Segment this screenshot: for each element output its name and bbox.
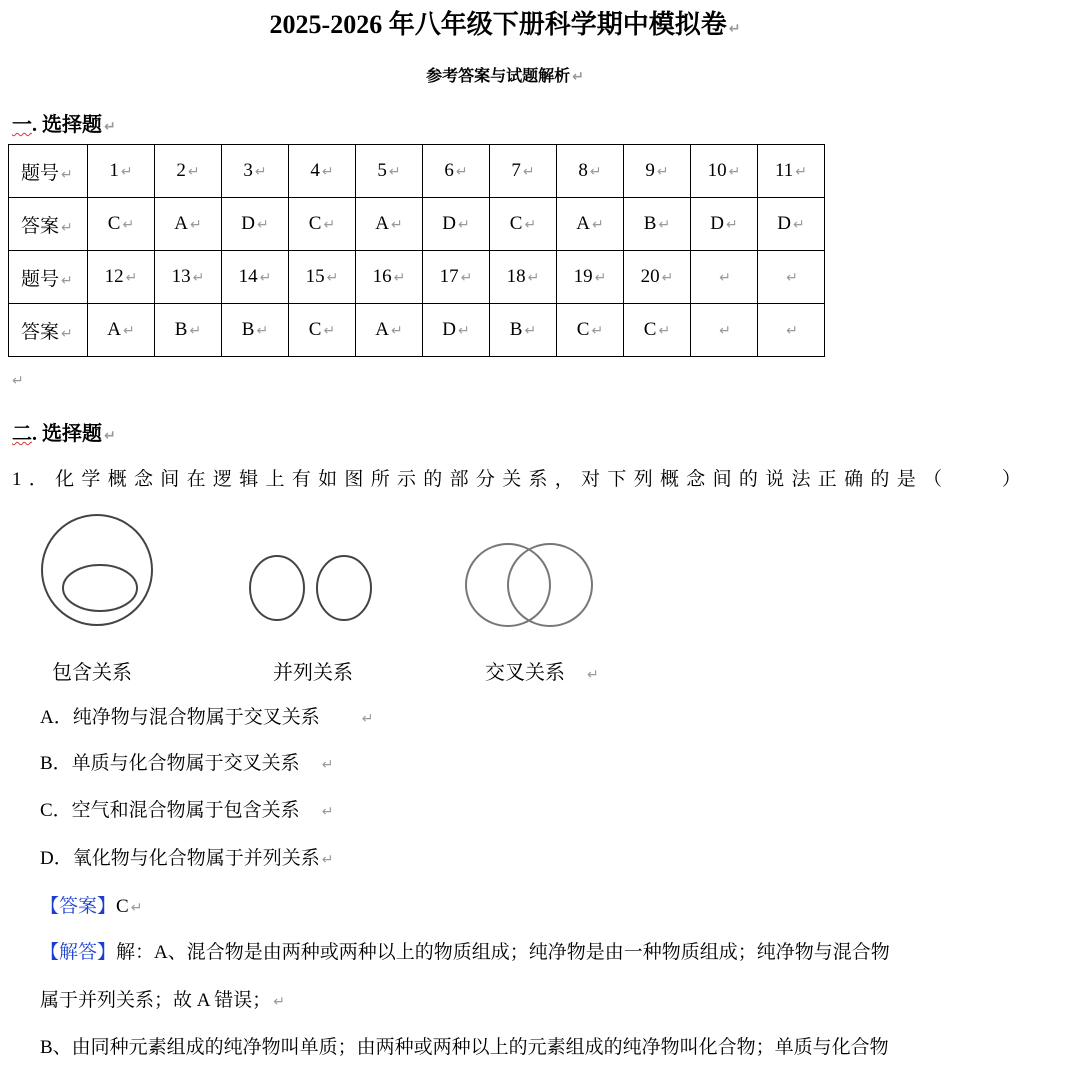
section-heading-2: 二. 选择题 ↵	[12, 423, 116, 445]
venn-figure	[30, 508, 650, 638]
row-header: 答案 ↵	[9, 198, 88, 251]
table-cell: 11 ↵	[758, 145, 825, 198]
table-cell: B ↵	[490, 304, 557, 357]
analysis-line-1: 【解答】解：A、混合物是由两种或两种以上的物质组成；纯净物是由一种物质组成；纯净物与混合物	[40, 942, 890, 963]
table-cell: 18 ↵	[490, 251, 557, 304]
answer-value: C	[116, 896, 129, 917]
table-row	[9, 251, 825, 304]
analysis-line-3: B、由同种元素组成的纯净物叫单质；由两种或两种以上的元素组成的纯净物叫化合物；单质与化合物	[40, 1037, 889, 1058]
table-cell: 17 ↵	[423, 251, 490, 304]
table-cell: B ↵	[222, 304, 289, 357]
table-cell: C ↵	[88, 198, 155, 251]
table-cell: 13 ↵	[155, 251, 222, 304]
answer-tag: 【答案】	[40, 896, 117, 917]
option-b: B．单质与化合物属于交叉关系 ↵	[40, 753, 334, 774]
table-cell: 1 ↵	[88, 145, 155, 198]
cross-diagram	[466, 544, 592, 626]
question-text: 化学概念间在逻辑上有如图所示的部分关系，对下列概念间的说法正确的是（ ）	[55, 469, 1029, 490]
table-cell: D ↵	[758, 198, 825, 251]
parallel-diagram	[250, 556, 371, 620]
question-number: 1．	[12, 469, 56, 490]
table-cell: 5 ↵	[356, 145, 423, 198]
table-cell: 2 ↵	[155, 145, 222, 198]
table-cell: C ↵	[557, 304, 624, 357]
table-cell: C ↵	[289, 198, 356, 251]
table-cell: D ↵	[423, 198, 490, 251]
analysis-line-2: 属于并列关系；故 A 错误； ↵	[40, 990, 285, 1011]
table-cell: B ↵	[155, 304, 222, 357]
table-row	[9, 145, 825, 198]
answer-table	[8, 144, 825, 357]
venn-diagrams	[30, 508, 650, 688]
parallel-label: 并列关系	[273, 660, 353, 684]
table-cell: A ↵	[557, 198, 624, 251]
table-cell: 6 ↵	[423, 145, 490, 198]
inclusion-diagram	[42, 515, 152, 625]
analysis-tag: 【解答】	[40, 942, 117, 963]
cross-label: 交叉关系 ↵	[485, 660, 599, 684]
table-cell: D ↵	[222, 198, 289, 251]
table-cell: 7 ↵	[490, 145, 557, 198]
table-cell: ↵	[691, 304, 758, 357]
table-cell: 12 ↵	[88, 251, 155, 304]
table-cell: 15 ↵	[289, 251, 356, 304]
table-row	[9, 198, 825, 251]
table-cell: C ↵	[490, 198, 557, 251]
table-cell: C ↵	[624, 304, 691, 357]
row-header: 题号 ↵	[9, 251, 88, 304]
table-cell: 14 ↵	[222, 251, 289, 304]
table-cell: C ↵	[289, 304, 356, 357]
table-cell: 19 ↵	[557, 251, 624, 304]
table-cell: 3 ↵	[222, 145, 289, 198]
page-subtitle: 参考答案与试题解析 ↵	[426, 68, 584, 85]
table-cell: B ↵	[624, 198, 691, 251]
option-c: C．空气和混合物属于包含关系 ↵	[40, 800, 334, 821]
table-cell: 8 ↵	[557, 145, 624, 198]
page-title: 2025-2026 年八年级下册科学期中模拟卷 ↵	[269, 10, 741, 39]
table-cell: A ↵	[356, 304, 423, 357]
section-heading-1: 一. 选择题 ↵	[12, 114, 116, 136]
table-cell: ↵	[691, 251, 758, 304]
table-cell: 10 ↵	[691, 145, 758, 198]
table-cell: A ↵	[155, 198, 222, 251]
table-cell: A ↵	[356, 198, 423, 251]
question-1	[12, 464, 1028, 491]
table-cell: 16 ↵	[356, 251, 423, 304]
table-cell: D ↵	[423, 304, 490, 357]
option-a: A．纯净物与混合物属于交叉关系 ↵	[40, 707, 374, 728]
table-cell: 4 ↵	[289, 145, 356, 198]
table-cell: 20 ↵	[624, 251, 691, 304]
table-cell: ↵	[758, 251, 825, 304]
table-cell: ↵	[758, 304, 825, 357]
inclusion-label: 包含关系	[52, 660, 132, 684]
option-d: D．氧化物与化合物属于并列关系 ↵	[40, 848, 334, 869]
row-header: 题号 ↵	[9, 145, 88, 198]
row-header: 答案 ↵	[9, 304, 88, 357]
table-cell: D ↵	[691, 198, 758, 251]
answer-line: 【答案】C ↵	[40, 896, 143, 917]
table-row	[9, 304, 825, 357]
empty-paragraph: ↵	[12, 373, 24, 389]
table-cell: A ↵	[88, 304, 155, 357]
table-cell: 9 ↵	[624, 145, 691, 198]
